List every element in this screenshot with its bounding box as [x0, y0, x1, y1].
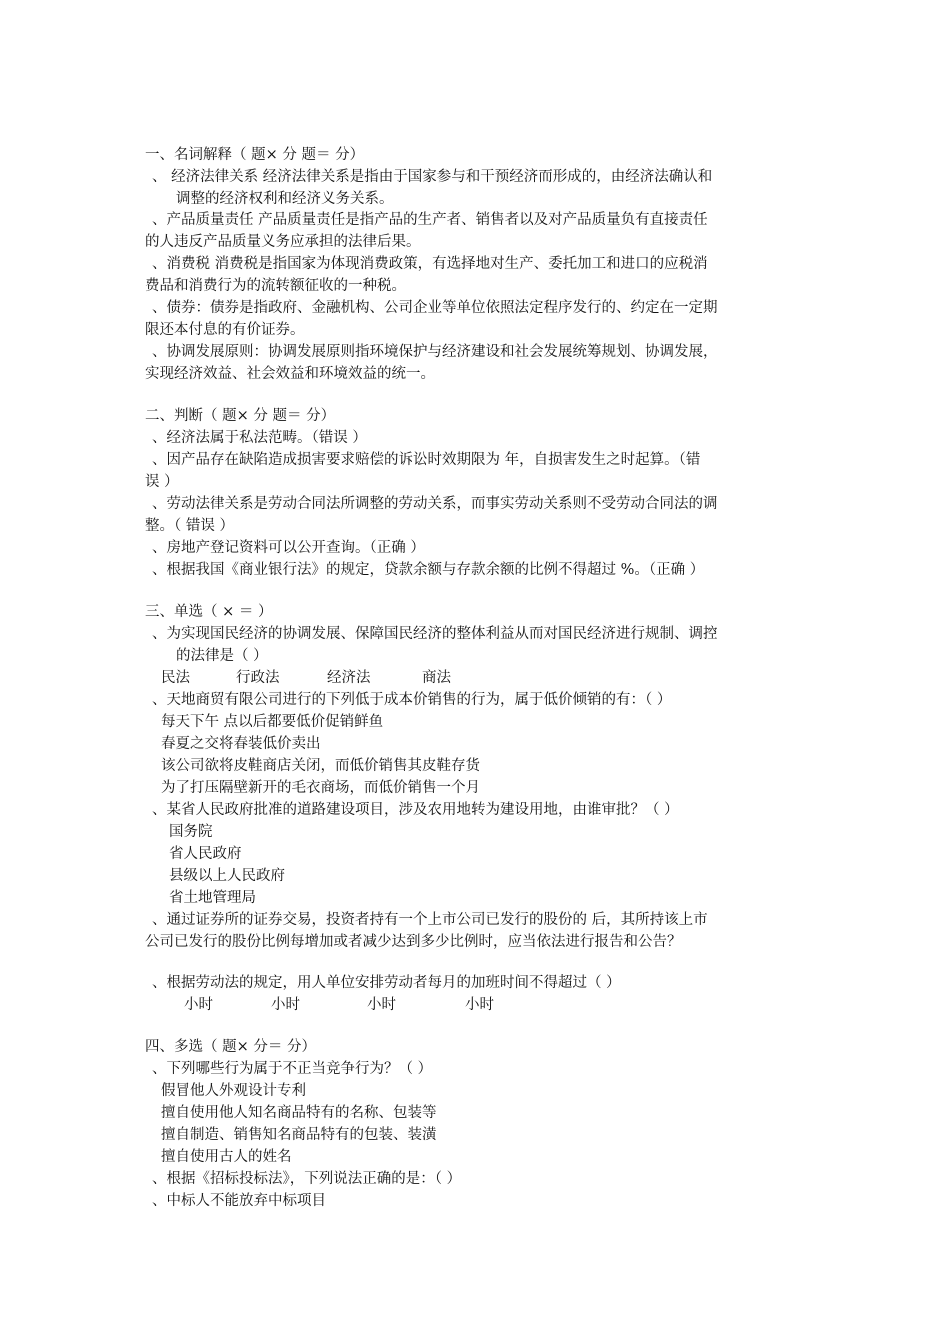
question-stem: 公司已发行的股份比例每增加或者减少达到多少比例时，应当依法进行报告和公告？ — [145, 934, 682, 950]
section-heading: 四、多选（ 题× 分＝ 分） — [145, 1039, 316, 1055]
option-label: 春夏之交将春装低价卖出 — [161, 736, 321, 752]
definition-line: 费品和消费行为的流转额征收的一种税。 — [145, 278, 406, 294]
option-label: 省人民政府 — [169, 846, 242, 862]
definition-line: 、产品质量责任 产品质量责任是指产品的生产者、销售者以及对产品质量负有直接责任 — [152, 212, 708, 228]
judgment-line: 、因产品存在缺陷造成损害要求赔偿的诉讼时效期限为 年，自损害发生之时起算。（错 — [152, 452, 701, 468]
definition-line: 实现经济效益、社会效益和环境效益的统一。 — [145, 366, 435, 382]
option-label: 县级以上人民政府 — [169, 868, 285, 884]
judgment-line: 误 ） — [145, 474, 179, 490]
definition-line: 限还本付息的有价证券。 — [145, 322, 305, 338]
definition-line: 的人违反产品质量义务应承担的法律后果。 — [145, 234, 421, 250]
definition-line: 、协调发展原则：协调发展原则指环境保护与经济建设和社会发展统筹规划、协调发展， — [152, 344, 718, 360]
section-heading: 三、单选（ × ＝ ） — [145, 604, 273, 620]
judgment-line: 、房地产登记资料可以公开查询。（正确 ） — [152, 540, 425, 556]
option-label: 小时 — [367, 997, 396, 1013]
option-label: 、中标人不能放弃中标项目 — [152, 1193, 326, 1209]
section-heading: 一、名词解释（ 题× 分 题＝ 分） — [145, 147, 365, 163]
question-stem: 、通过证券所的证券交易，投资者持有一个上市公司已发行的股份的 后，其所持该上市 — [152, 912, 708, 928]
judgment-line: 、劳动法律关系是劳动合同法所调整的劳动关系，而事实劳动关系则不受劳动合同法的调 — [152, 496, 718, 512]
option-label: 擅自使用古人的姓名 — [161, 1149, 292, 1165]
option-label: 国务院 — [169, 824, 213, 840]
question-stem: 、为实现国民经济的协调发展、保障国民经济的整体利益从而对国民经济进行规制、调控 — [152, 626, 718, 642]
question-stem: 、天地商贸有限公司进行的下列低于成本价销售的行为，属于低价倾销的有：（ ） — [152, 692, 672, 708]
option-label: 假冒他人外观设计专利 — [161, 1083, 306, 1099]
definition-line: 、消费税 消费税是指国家为体现消费政策，有选择地对生产、委托加工和进口的应税消 — [152, 256, 708, 272]
option-label: 擅自使用他人知名商品特有的名称、包装等 — [161, 1105, 437, 1121]
judgment-line: 、根据我国《商业银行法》的规定，贷款余额与存款余额的比例不得超过 %。（正确 ） — [152, 562, 705, 578]
section-heading: 二、判断（ 题× 分 题＝ 分） — [145, 408, 336, 424]
question-stem: 、根据劳动法的规定，用人单位安排劳动者每月的加班时间不得超过（ ） — [152, 975, 621, 991]
option-label: 小时 — [465, 997, 494, 1013]
option-label: 为了打压隔壁新开的毛衣商场，而低价销售一个月 — [161, 780, 480, 796]
judgment-line: 、经济法属于私法范畴。（错误 ） — [152, 430, 367, 446]
question-stem: 、某省人民政府批准的道路建设项目，涉及农用地转为建设用地，由谁审批？（ ） — [152, 802, 679, 818]
option-label: 经济法 — [327, 670, 371, 686]
question-stem: 的法律是（ ） — [176, 648, 268, 664]
option-label: 民法 — [161, 670, 190, 686]
option-label: 该公司欲将皮鞋商店关闭，而低价销售其皮鞋存货 — [161, 758, 480, 774]
option-label: 小时 — [271, 997, 300, 1013]
definition-line: 调整的经济权利和经济义务关系。 — [176, 191, 394, 207]
question-stem: 、根据《招标投标法》，下列说法正确的是：（ ） — [152, 1171, 462, 1187]
option-label: 擅自制造、销售知名商品特有的包装、装潢 — [161, 1127, 437, 1143]
option-label: 小时 — [184, 997, 213, 1013]
option-label: 商法 — [422, 670, 451, 686]
question-stem: 、下列哪些行为属于不正当竞争行为？（ ） — [152, 1061, 433, 1077]
definition-line: 、债券：债券是指政府、金融机构、公司企业等单位依照法定程序发行的、约定在一定期 — [152, 300, 718, 316]
option-label: 每天下午 点以后都要低价促销鲜鱼 — [161, 714, 384, 730]
definition-line: 、 经济法律关系 经济法律关系是指由于国家参与和干预经济而形成的，由经济法确认和 — [152, 169, 713, 185]
judgment-line: 整。（ 错误 ） — [145, 518, 234, 534]
option-label: 行政法 — [236, 670, 280, 686]
option-label: 省土地管理局 — [169, 890, 256, 906]
